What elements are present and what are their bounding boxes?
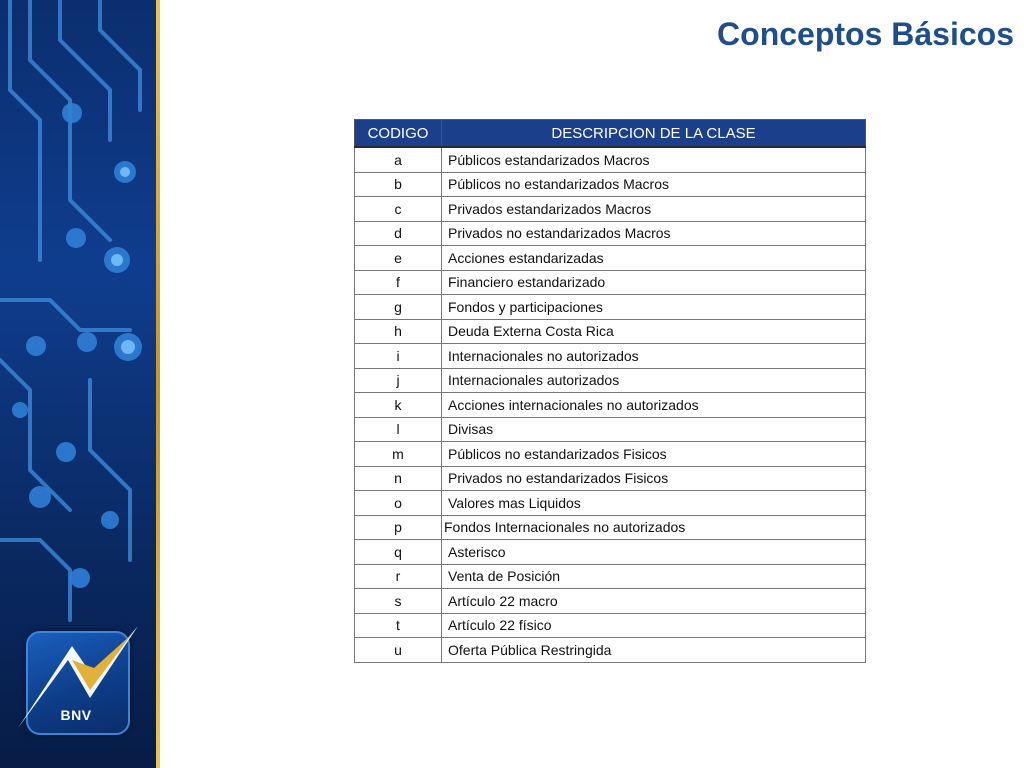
row-description: Oferta Pública Restringida: [442, 638, 866, 663]
row-code: h: [355, 319, 442, 344]
row-code: f: [355, 270, 442, 295]
row-code: a: [355, 147, 442, 172]
header-codigo: CODIGO: [355, 120, 442, 148]
table-row: [355, 295, 866, 320]
row-code: o: [355, 491, 442, 516]
table-row: [355, 197, 866, 222]
table-row: [355, 246, 866, 271]
row-code: i: [355, 344, 442, 369]
table-row: [355, 147, 866, 172]
table-row: [355, 515, 866, 540]
row-code: n: [355, 466, 442, 491]
logo-text: BNV: [60, 707, 92, 723]
row-description: Artículo 22 físico: [442, 613, 866, 638]
row-code: b: [355, 172, 442, 197]
header-descripcion: DESCRIPCION DE LA CLASE: [442, 120, 866, 148]
row-description: Asterisco: [442, 540, 866, 565]
row-description: Fondos y participaciones: [442, 295, 866, 320]
table-row: [355, 319, 866, 344]
row-description: Públicos no estandarizados Macros: [442, 172, 866, 197]
table-row: [355, 270, 866, 295]
circuit-sidebar: [0, 0, 156, 768]
row-description: Valores mas Liquidos: [442, 491, 866, 516]
table-row: [355, 564, 866, 589]
row-code: u: [355, 638, 442, 663]
table-row: [355, 417, 866, 442]
table-row: [355, 344, 866, 369]
table-row: [355, 442, 866, 467]
row-description: Financiero estandarizado: [442, 270, 866, 295]
table-row: [355, 466, 866, 491]
table-row: [355, 589, 866, 614]
table-row: [355, 172, 866, 197]
table-header-row: [355, 120, 866, 148]
table-row: [355, 540, 866, 565]
row-description: Públicos estandarizados Macros: [442, 147, 866, 172]
row-description: Fondos Internacionales no autorizados: [442, 515, 866, 540]
class-table: [354, 119, 866, 663]
row-description: Deuda Externa Costa Rica: [442, 319, 866, 344]
table-row: [355, 491, 866, 516]
table-row: [355, 638, 866, 663]
row-description: Privados estandarizados Macros: [442, 197, 866, 222]
table-row: [355, 221, 866, 246]
row-description: Internacionales no autorizados: [442, 344, 866, 369]
row-code: m: [355, 442, 442, 467]
table-row: [355, 613, 866, 638]
row-code: k: [355, 393, 442, 418]
table-row: [355, 393, 866, 418]
row-code: l: [355, 417, 442, 442]
row-code: c: [355, 197, 442, 222]
row-description: Venta de Posición: [442, 564, 866, 589]
row-description: Acciones estandarizadas: [442, 246, 866, 271]
row-description: Artículo 22 macro: [442, 589, 866, 614]
row-description: Internacionales autorizados: [442, 368, 866, 393]
table-row: [355, 368, 866, 393]
row-code: j: [355, 368, 442, 393]
row-code: g: [355, 295, 442, 320]
row-code: d: [355, 221, 442, 246]
row-description: Públicos no estandarizados Fisicos: [442, 442, 866, 467]
row-code: t: [355, 613, 442, 638]
row-code: r: [355, 564, 442, 589]
row-code: e: [355, 246, 442, 271]
page-title: Conceptos Básicos: [717, 16, 1014, 52]
row-code: q: [355, 540, 442, 565]
row-description: Divisas: [442, 417, 866, 442]
gold-divider: [156, 0, 160, 768]
row-code: s: [355, 589, 442, 614]
row-description: Acciones internacionales no autorizados: [442, 393, 866, 418]
row-description: Privados no estandarizados Fisicos: [442, 466, 866, 491]
row-code: p: [355, 515, 442, 540]
row-description: Privados no estandarizados Macros: [442, 221, 866, 246]
